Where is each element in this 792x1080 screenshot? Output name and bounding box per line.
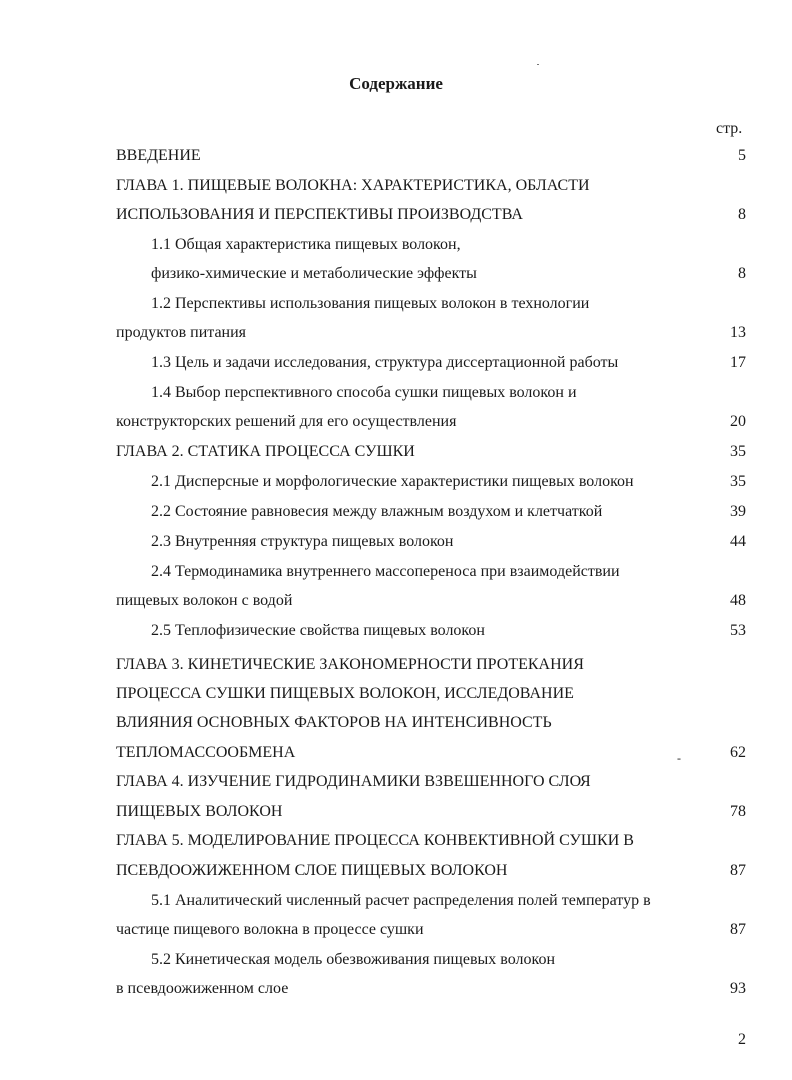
toc-entry-2-4: 2.4 Термодинамика внутреннего массопереноса при взаимодействии [151, 563, 620, 580]
toc-entry-2-2: 2.2 Состояние равновесия между влажным воздухом и клетчаткой [151, 503, 603, 520]
toc-entry-chapter-4-cont: ПИЩЕВЫХ ВОЛОКОН [116, 803, 283, 820]
toc-entry-1-1: 1.1 Общая характеристика пищевых волокон, [151, 236, 461, 253]
toc-page-number: 8 [738, 265, 746, 282]
toc-page-number: 39 [730, 503, 746, 520]
toc-entry-5-2-cont: в псевдоожиженном слое [116, 980, 289, 997]
toc-entry-chapter-3-cont: ПРОЦЕССА СУШКИ ПИЩЕВЫХ ВОЛОКОН, ИССЛЕДОВАНИЕ [116, 685, 574, 702]
toc-page-number: 35 [730, 443, 746, 460]
toc-page-number: 87 [730, 862, 746, 879]
toc-page-number: 93 [730, 980, 746, 997]
toc-entry-chapter-3: ГЛАВА 3. КИНЕТИЧЕСКИЕ ЗАКОНОМЕРНОСТИ ПРОТЕКАНИЯ [116, 656, 584, 673]
toc-entry-chapter-1: ГЛАВА 1. ПИЩЕВЫЕ ВОЛОКНА: ХАРАКТЕРИСТИКА, ОБЛАСТИ [116, 177, 590, 194]
toc-entry-1-2-cont: продуктов питания [116, 324, 247, 341]
toc-entry-chapter-2: ГЛАВА 2. СТАТИКА ПРОЦЕССА СУШКИ [116, 443, 415, 460]
toc-page-number: 62 [730, 744, 746, 761]
toc-page-number: 20 [730, 413, 746, 430]
toc-entry-chapter-3-cont: ТЕПЛОМАССООБМЕНА [116, 744, 296, 761]
toc-entry-1-4: 1.4 Выбор перспективного способа сушки пищевых волокон и [151, 384, 577, 401]
scan-speck [537, 64, 539, 65]
toc-entry-5-1: 5.1 Аналитический численный расчет распределения полей температур в [151, 892, 651, 909]
toc-entry-2-1: 2.1 Дисперсные и морфологические характеристики пищевых волокон [151, 473, 634, 490]
footer-page-number: 2 [738, 1031, 746, 1048]
toc-entry-2-3: 2.3 Внутренняя структура пищевых волокон [151, 533, 454, 550]
toc-entry-chapter-3-cont: ВЛИЯНИЯ ОСНОВНЫХ ФАКТОРОВ НА ИНТЕНСИВНОСТЬ [116, 714, 552, 731]
toc-entry-1-4-cont: конструкторских решений для его осуществления [116, 413, 457, 430]
toc-entry-chapter-1-cont: ИСПОЛЬЗОВАНИЯ И ПЕРСПЕКТИВЫ ПРОИЗВОДСТВА [116, 206, 523, 223]
stray-mark: - [677, 751, 681, 765]
toc-page-number: 13 [730, 324, 746, 341]
toc-entry-chapter-5: ГЛАВА 5. МОДЕЛИРОВАНИЕ ПРОЦЕССА КОНВЕКТИВНОЙ СУШКИ В [116, 832, 634, 849]
toc-page-number: 44 [730, 533, 746, 550]
toc-page-number: 35 [730, 473, 746, 490]
toc-entry-chapter-4: ГЛАВА 4. ИЗУЧЕНИЕ ГИДРОДИНАМИКИ ВЗВЕШЕННОГО СЛОЯ [116, 773, 591, 790]
toc-entry-2-4-cont: пищевых волокон с водой [116, 592, 293, 609]
toc-page-number: 48 [730, 592, 746, 609]
toc-entry-1-3: 1.3 Цель и задачи исследования, структура диссертационной работы [151, 354, 619, 371]
toc-entry-introduction: ВВЕДЕНИЕ [116, 147, 201, 164]
toc-entry-2-5: 2.5 Теплофизические свойства пищевых волокон [151, 622, 485, 639]
toc-entry-5-2: 5.2 Кинетическая модель обезвоживания пищевых волокон [151, 951, 556, 968]
page-column-header: стр. [716, 120, 743, 137]
toc-page-number: 53 [730, 622, 746, 639]
page-title: Содержание [349, 74, 443, 93]
toc-page-number: 87 [730, 921, 746, 938]
toc-page-number: 78 [730, 803, 746, 820]
toc-entry-1-2: 1.2 Перспективы использования пищевых волокон в технологии [151, 295, 590, 312]
toc-page-number: 5 [738, 147, 746, 164]
toc-entry-1-1-cont: физико-химические и метаболические эффекты [151, 265, 477, 282]
toc-entry-5-1-cont: частице пищевого волокна в процессе сушки [116, 921, 424, 938]
toc-page-number: 8 [738, 206, 746, 223]
toc-page-number: 17 [730, 354, 746, 371]
toc-entry-chapter-5-cont: ПСЕВДООЖИЖЕННОМ СЛОЕ ПИЩЕВЫХ ВОЛОКОН [116, 862, 508, 879]
